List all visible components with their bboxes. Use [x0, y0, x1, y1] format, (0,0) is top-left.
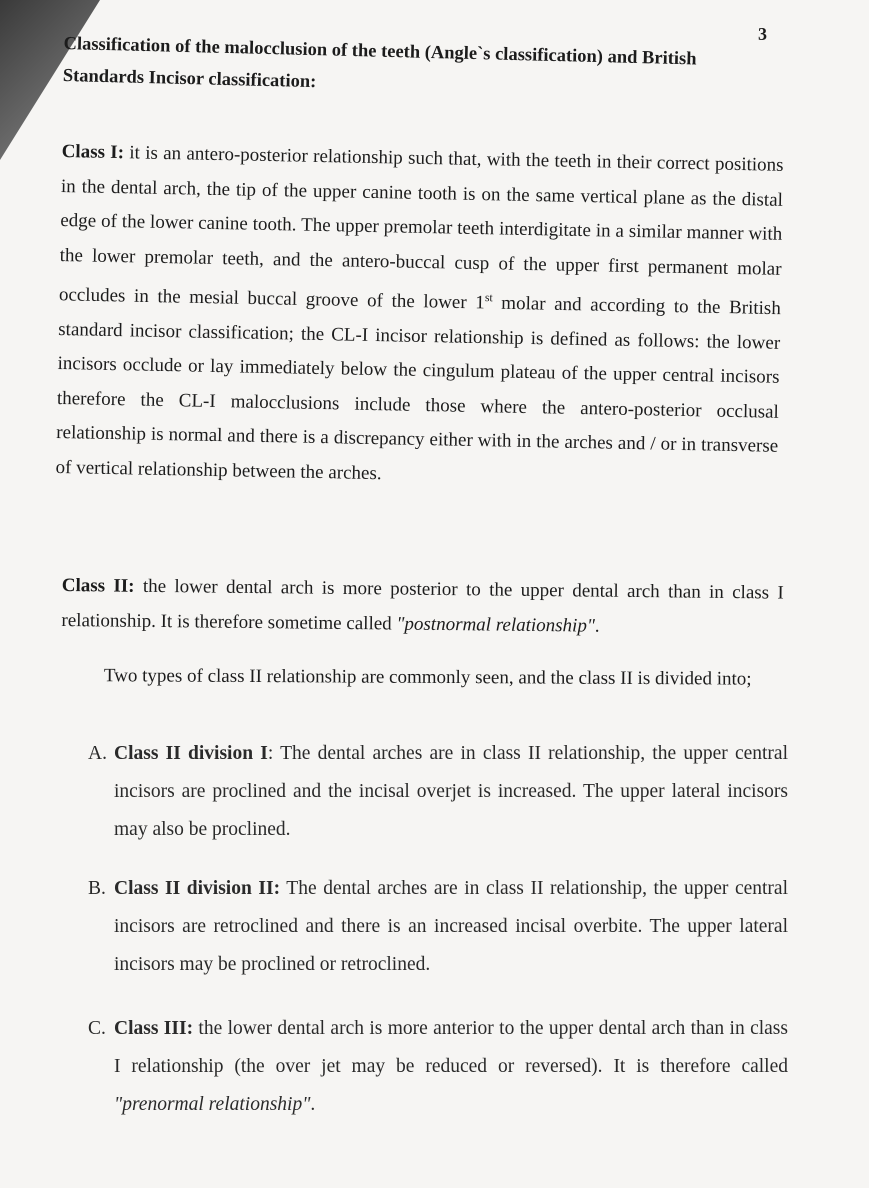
class-1-term: Class I:: [61, 140, 125, 164]
list-term: Class II division I: [114, 743, 268, 764]
list-text: the lower dental arch is more anterior to the upper dental arch than in class I relationship (the over jet may be reduced or reversed). It is therefore called: [114, 1018, 788, 1077]
list-item: [88, 1010, 788, 1124]
class-1-text-b: molar and according to the British standard incisor classification; the CL-I incisor relationship is defined as follows: the lower incisors occlude or lay immediately below the cingulum plateau of the upper central incisors therefore the CL-I malocclusions include those where the antero-posterior occlusal relationship is normal and there is a discrepancy either with in the arches and / or in transverse of vertical relationship between the arches.: [55, 292, 782, 485]
list-term: Class II division II:: [114, 878, 281, 899]
section-heading: Classification of the malocclusion of the teeth (Angle`s classification) and British Standards Incisor classification:: [62, 33, 697, 93]
list-item: [88, 870, 788, 984]
list-term: Class III:: [114, 1018, 194, 1039]
list-letter: C.: [88, 1018, 106, 1039]
list-text: The dental arches are in class II relationship, the upper central incisors are retroclined and there is an increased incisal overbite. The upper lateral incisors may be proclined or retroclined.: [114, 878, 788, 975]
list-italic: "prenormal relationship": [114, 1094, 311, 1115]
list-text: : The dental arches are in class II relationship, the upper central incisors are proclined and the incisal overjet is increased. The upper lateral incisors may also be proclined.: [114, 743, 788, 840]
class-1-text-a: it is an antero-posterior relationship such that, with the teeth in their correct positions in the dental arch, the tip of the upper canine tooth is on the same vertical plane as the distal edge of the lower canine tooth. The upper premolar teeth interdigitate in a similar manner with the lower premolar teeth, and the antero-buccal cusp of the upper first permanent molar occludes in the mesial buccal groove of the lower 1: [58, 142, 784, 314]
class-2-term: Class II:: [61, 574, 135, 597]
list-letter: B.: [88, 878, 106, 899]
list-letter: A.: [88, 743, 107, 764]
class-2-text: the lower dental arch is more posterior to the upper dental arch than in class I relationship. It is therefore sometime called: [61, 575, 784, 635]
class-2-paragraph: [61, 569, 784, 646]
list-item: [88, 735, 788, 849]
list-end: .: [310, 1094, 316, 1115]
page-number: 3: [758, 24, 767, 44]
class-2-end: .: [594, 615, 600, 637]
types-intro-paragraph: Two types of class II relationship are commonly seen, and the class II is divided into;: [103, 665, 752, 690]
class-1-paragraph: [55, 135, 784, 499]
class-2-italic: "postnormal relationship": [396, 613, 595, 637]
ordinal-superscript: st: [484, 291, 493, 305]
